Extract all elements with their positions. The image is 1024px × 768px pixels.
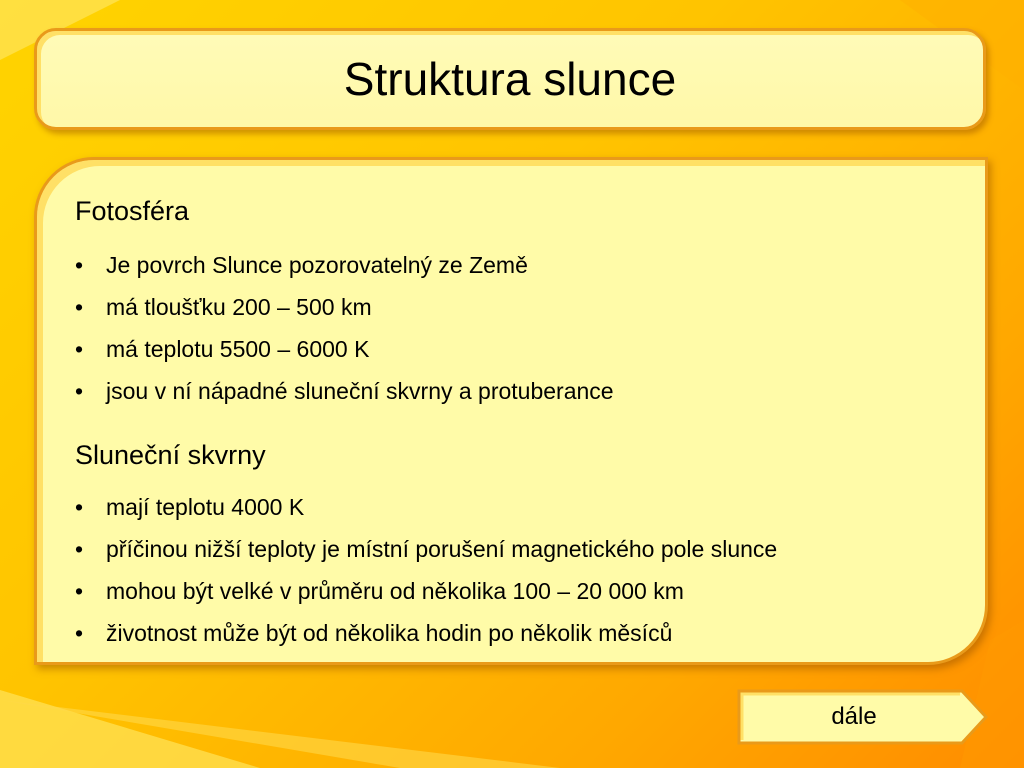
bullet-icon: • [75,336,84,362]
list-item [75,570,777,612]
bullet-icon: • [75,578,84,604]
list-item-text: má teplotu 5500 – 6000 K [106,336,370,362]
list-item-text: příčinou nižší teploty je místní porušení magnetického pole slunce [106,536,778,562]
list-item-text: jsou v ní nápadné sluneční skvrny a protuberance [106,378,614,404]
title-panel [34,28,986,130]
list-item-text: mohou být velké v průměru od několika 100 – 20 000 km [106,578,684,604]
list-item [75,370,614,412]
list-item-text: mají teplotu 4000 K [106,494,305,520]
list-item-text: má tloušťku 200 – 500 km [106,294,372,320]
bullet-icon: • [75,294,84,320]
list-item [75,328,614,370]
list-item [75,286,614,328]
bullet-icon: • [75,494,84,520]
section-heading-fotosfera: Fotosféra [75,196,190,226]
list-item-text: životnost může být od několika hodin po několik měsíců [106,620,673,646]
next-button-label: dále [831,703,877,730]
list-item [75,612,777,654]
list-item [75,528,777,570]
list-item-text: Je povrch Slunce pozorovatelný ze Země [106,252,528,278]
bullet-icon: • [75,536,84,562]
bullet-icon: • [75,252,84,278]
slide-title: Struktura slunce [343,53,677,105]
content-panel [34,157,988,665]
bullet-list-fotosfera [75,244,614,412]
bullet-icon: • [75,620,84,646]
section-heading-slunecni-skvrny: Sluneční skvrny [75,440,266,470]
next-button[interactable] [736,688,990,746]
bullet-icon: • [75,378,84,404]
bullet-list-slunecni-skvrny [75,486,777,654]
list-item [75,244,614,286]
list-item [75,486,777,528]
